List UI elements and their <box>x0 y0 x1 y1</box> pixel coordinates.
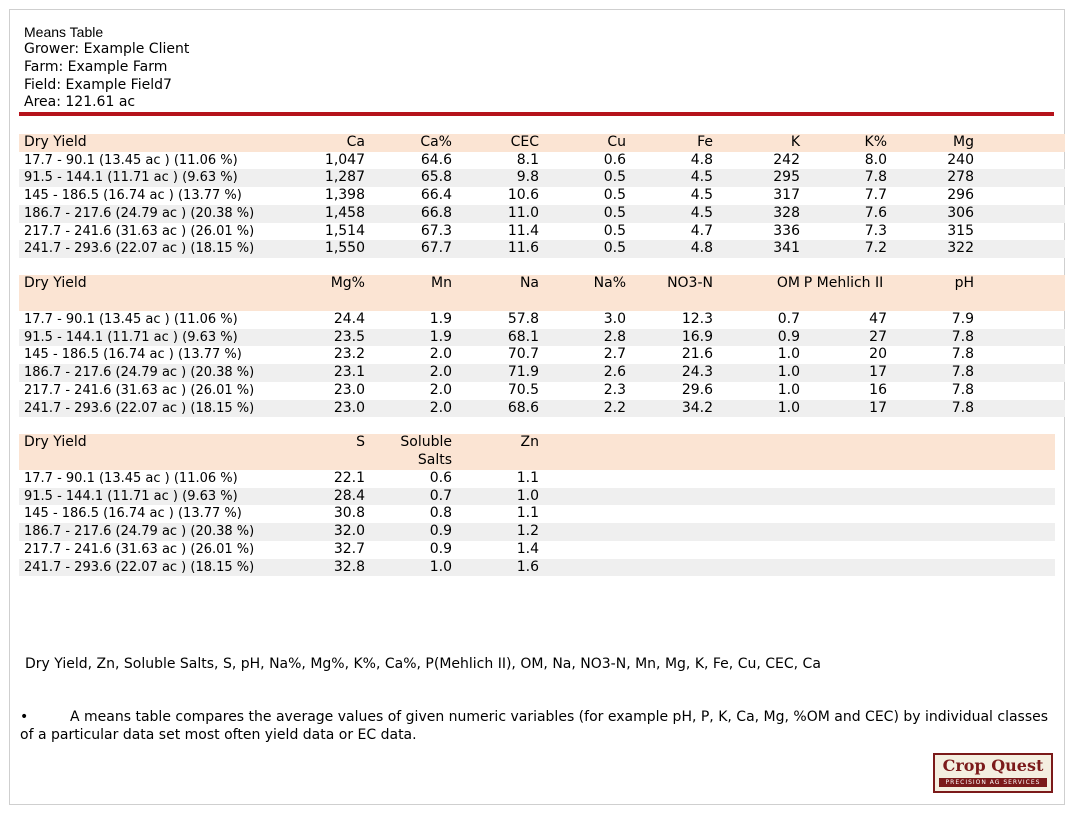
table-cell: 64.6 <box>420 151 452 168</box>
table-filler <box>974 329 1065 347</box>
table-cell: 1,550 <box>289 240 365 258</box>
row-label: 17.7 - 90.1 (13.45 ac ) (11.06 %) <box>24 312 238 327</box>
table-row <box>19 329 1065 347</box>
table-cell: 0.9 <box>365 523 452 541</box>
table-cell: 296 <box>947 187 974 204</box>
column-header: CEC <box>452 134 539 152</box>
table-cell: 4.5 <box>690 187 713 204</box>
table-cell: 0.5 <box>603 187 626 204</box>
table-cell: 2.0 <box>365 364 452 382</box>
means-table-1 <box>19 134 1065 258</box>
column-header: pH <box>887 275 974 311</box>
field-line: Field: Example Field7 <box>24 76 172 93</box>
table-cell: 20 <box>869 346 887 363</box>
table-cell: 1,398 <box>324 187 365 204</box>
table-cell: 32.8 <box>289 559 365 577</box>
row-label: 217.7 - 241.6 (31.63 ac ) (26.01 %) <box>24 541 255 557</box>
table-cell: 71.9 <box>452 364 539 382</box>
table-filler <box>974 223 1065 241</box>
column-header: Soluble Salts <box>365 434 452 470</box>
row-label: 186.7 - 217.6 (24.79 ac ) (20.38 %) <box>19 205 289 223</box>
table-filler <box>974 187 1065 205</box>
means-table-2 <box>19 275 1065 417</box>
table-row <box>19 523 1055 541</box>
logo-tagline: PRECISION AG SERVICES <box>945 779 1041 786</box>
row-label: 241.7 - 293.6 (22.07 ac ) (18.15 %) <box>19 240 289 258</box>
table-cell: 23.5 <box>289 329 365 347</box>
row-label: 186.7 - 217.6 (24.79 ac ) (20.38 %) <box>19 523 289 541</box>
row-label: 241.7 - 293.6 (22.07 ac ) (18.15 %) <box>19 400 289 418</box>
table-header-row <box>19 434 1055 470</box>
table-cell: 0.5 <box>603 222 626 239</box>
table-filler <box>974 205 1065 223</box>
explanation-note <box>20 708 1060 744</box>
table-row <box>19 505 1055 523</box>
table-cell: 1.0 <box>713 400 800 418</box>
column-header: Dry Yield <box>19 434 289 470</box>
table-cell: 11.6 <box>452 240 539 258</box>
table-cell: 34.2 <box>626 400 713 418</box>
row-label: 145 - 186.5 (16.74 ac ) (13.77 %) <box>24 347 242 363</box>
table-row <box>19 187 1065 205</box>
table-cell: 1.0 <box>365 559 452 577</box>
note-text: A means table compares the average values of given numeric variables (for example pH, P, K, Ca, Mg, %OM and CEC) by individual classes of a particular data set most often yield data or EC data. <box>20 709 1049 743</box>
table-cell: 2.0 <box>429 381 452 398</box>
table-cell: 30.8 <box>333 505 365 522</box>
table-row <box>19 169 1065 187</box>
table-filler <box>974 152 1065 170</box>
column-header: Cu <box>539 134 626 152</box>
table-cell: 4.5 <box>626 169 713 187</box>
table-cell: 1.2 <box>452 523 539 541</box>
table-cell: 17 <box>800 400 887 418</box>
table-cell: 0.9 <box>713 329 800 347</box>
table-cell: 7.8 <box>887 364 974 382</box>
table-cell: 1.1 <box>516 470 539 486</box>
table-cell: 1.0 <box>777 381 800 398</box>
row-label: 17.7 - 90.1 (13.45 ac ) (11.06 %) <box>24 471 238 486</box>
table-filler <box>539 541 1055 559</box>
table-row <box>19 382 1065 400</box>
table-filler <box>974 346 1065 364</box>
table-cell: 4.8 <box>626 240 713 258</box>
table-cell: 0.5 <box>539 240 626 258</box>
table-cell: 2.3 <box>603 381 626 398</box>
parameter-list: Dry Yield, Zn, Soluble Salts, S, pH, Na%, Mg%, K%, Ca%, P(Mehlich II), OM, Na, NO3-N, Mn, Mg, K, Fe, Cu, CEC, Ca <box>25 656 821 672</box>
column-header: Mg% <box>289 275 365 311</box>
table-cell: 7.6 <box>800 205 887 223</box>
table-cell: 0.5 <box>539 205 626 223</box>
table-cell: 7.8 <box>887 400 974 418</box>
table-cell: 7.3 <box>864 222 887 239</box>
table-cell: 28.4 <box>289 488 365 506</box>
bullet-icon: • <box>20 709 29 725</box>
column-header: Mg <box>887 134 974 152</box>
table-cell: 3.0 <box>603 311 626 327</box>
table-cell: 328 <box>713 205 800 223</box>
table-header-row <box>19 275 1065 311</box>
table-cell: 0.8 <box>429 505 452 522</box>
table-filler <box>539 505 1055 523</box>
table-cell: 32.7 <box>333 540 365 557</box>
column-header: Ca <box>289 134 365 152</box>
means-table-3 <box>19 434 1055 576</box>
table-cell: 7.8 <box>800 169 887 187</box>
column-header: Dry Yield <box>19 134 289 152</box>
table-row <box>19 364 1065 382</box>
table-cell: 2.7 <box>603 346 626 363</box>
table-cell: 2.6 <box>539 364 626 382</box>
table-cell: 68.1 <box>452 329 539 347</box>
column-header: Ca% <box>365 134 452 152</box>
table-cell: 70.7 <box>507 346 539 363</box>
table-filler <box>539 470 1055 488</box>
table-cell: 1.6 <box>452 559 539 577</box>
table-filler <box>539 434 1055 470</box>
table-cell: 23.2 <box>333 346 365 363</box>
table-cell: 8.1 <box>516 151 539 168</box>
table-cell: 2.0 <box>365 400 452 418</box>
table-filler <box>539 488 1055 506</box>
row-label: 91.5 - 144.1 (11.71 ac ) (9.63 %) <box>19 488 289 506</box>
row-label: 17.7 - 90.1 (13.45 ac ) (11.06 %) <box>24 152 238 168</box>
table-cell: 1,458 <box>289 205 365 223</box>
table-cell: 11.4 <box>507 222 539 239</box>
column-header: K <box>713 134 800 152</box>
table-cell: 16 <box>869 381 887 398</box>
table-cell: 1.0 <box>452 488 539 506</box>
table-filler <box>539 523 1055 541</box>
table-cell: 29.6 <box>681 381 713 398</box>
table-row <box>19 223 1065 241</box>
farm-line: Farm: Example Farm <box>24 58 168 75</box>
report-page <box>9 9 1065 805</box>
table-header-row <box>19 134 1065 152</box>
table-cell: 278 <box>887 169 974 187</box>
table-filler <box>974 400 1065 418</box>
column-header: OM <box>713 275 800 311</box>
report-title: Means Table <box>24 24 104 40</box>
table-cell: 1.9 <box>365 329 452 347</box>
table-cell: 10.6 <box>507 187 539 204</box>
table-cell: 21.6 <box>681 346 713 363</box>
logo-banner <box>939 778 1047 787</box>
table-cell: 66.8 <box>365 205 452 223</box>
table-cell: 317 <box>773 187 800 204</box>
table-filler <box>539 559 1055 577</box>
column-header: Fe <box>626 134 713 152</box>
table-cell: 0.6 <box>429 470 452 486</box>
table-cell: 4.8 <box>690 151 713 168</box>
table-row <box>19 346 1065 364</box>
table-cell: 7.8 <box>951 381 974 398</box>
table-row <box>19 205 1065 223</box>
table-row <box>19 240 1065 258</box>
table-cell: 1.0 <box>713 364 800 382</box>
table-cell: 9.8 <box>452 169 539 187</box>
table-cell: 24.4 <box>333 311 365 327</box>
table-cell: 66.4 <box>420 187 452 204</box>
table-row <box>19 311 1065 329</box>
table-cell: 68.6 <box>452 400 539 418</box>
table-filler <box>974 311 1065 329</box>
table-cell: 16.9 <box>626 329 713 347</box>
table-cell: 4.7 <box>690 222 713 239</box>
logo-name: Crop Quest <box>942 756 1044 775</box>
column-header: Zn <box>452 434 539 470</box>
table-cell: 1,287 <box>289 169 365 187</box>
table-cell: 23.1 <box>289 364 365 382</box>
table-cell: 7.2 <box>800 240 887 258</box>
column-header: Dry Yield <box>19 275 289 311</box>
table-cell: 315 <box>947 222 974 239</box>
column-header: K% <box>800 134 887 152</box>
table-cell: 70.5 <box>507 381 539 398</box>
table-cell: 8.0 <box>864 151 887 168</box>
table-row <box>19 152 1065 170</box>
table-filler <box>974 275 1065 311</box>
table-cell: 322 <box>887 240 974 258</box>
table-cell: 0.7 <box>777 311 800 327</box>
area-line: Area: 121.61 ac <box>24 94 136 111</box>
table-cell: 306 <box>887 205 974 223</box>
table-cell: 1,514 <box>324 222 365 239</box>
table-cell: 4.5 <box>626 205 713 223</box>
table-cell: 27 <box>800 329 887 347</box>
table-cell: 0.6 <box>603 151 626 168</box>
table-cell: 7.9 <box>951 311 974 327</box>
table-cell: 67.7 <box>365 240 452 258</box>
table-row <box>19 470 1055 488</box>
row-label: 91.5 - 144.1 (11.71 ac ) (9.63 %) <box>19 329 289 347</box>
table-cell: 1.4 <box>516 540 539 557</box>
table-filler <box>974 169 1065 187</box>
table-cell: 7.8 <box>951 346 974 363</box>
table-filler <box>974 364 1065 382</box>
table-cell: 1.0 <box>777 346 800 363</box>
table-row <box>19 559 1055 577</box>
table-filler <box>974 134 1065 152</box>
table-cell: 17 <box>800 364 887 382</box>
report-header <box>24 24 189 112</box>
table-cell: 240 <box>947 151 974 168</box>
table-cell: 23.0 <box>333 381 365 398</box>
column-header: P Mehlich II <box>800 275 887 311</box>
table-cell: 67.3 <box>420 222 452 239</box>
table-cell: 0.7 <box>365 488 452 506</box>
table-cell: 0.9 <box>429 540 452 557</box>
table-cell: 295 <box>713 169 800 187</box>
table-cell: 2.8 <box>539 329 626 347</box>
table-row <box>19 488 1055 506</box>
table-row <box>19 541 1055 559</box>
table-cell: 7.7 <box>864 187 887 204</box>
column-header: NO3-N <box>626 275 713 311</box>
column-header: Na% <box>539 275 626 311</box>
table-cell: 1,047 <box>324 151 365 168</box>
header-divider <box>19 112 1054 116</box>
table-cell: 1.1 <box>516 505 539 522</box>
row-label: 145 - 186.5 (16.74 ac ) (13.77 %) <box>24 188 242 204</box>
table-cell: 22.1 <box>333 470 365 486</box>
column-header: S <box>289 434 365 470</box>
table-cell: 47 <box>869 311 887 327</box>
table-cell: 2.2 <box>539 400 626 418</box>
table-filler <box>974 382 1065 400</box>
table-cell: 23.0 <box>289 400 365 418</box>
table-cell: 341 <box>713 240 800 258</box>
row-label: 217.7 - 241.6 (31.63 ac ) (26.01 %) <box>24 223 255 239</box>
table-cell: 242 <box>773 151 800 168</box>
table-cell: 24.3 <box>626 364 713 382</box>
table-cell: 11.0 <box>452 205 539 223</box>
table-cell: 32.0 <box>289 523 365 541</box>
column-header: Na <box>452 275 539 311</box>
table-cell: 57.8 <box>507 311 539 327</box>
table-cell: 12.3 <box>681 311 713 327</box>
row-label: 186.7 - 217.6 (24.79 ac ) (20.38 %) <box>19 364 289 382</box>
table-row <box>19 400 1065 418</box>
table-filler <box>974 240 1065 258</box>
row-label: 91.5 - 144.1 (11.71 ac ) (9.63 %) <box>19 169 289 187</box>
table-cell: 65.8 <box>365 169 452 187</box>
grower-line: Grower: Example Client <box>24 41 190 57</box>
table-cell: 0.5 <box>539 169 626 187</box>
row-label: 241.7 - 293.6 (22.07 ac ) (18.15 %) <box>19 559 289 577</box>
table-cell: 336 <box>773 222 800 239</box>
column-header: Mn <box>365 275 452 311</box>
row-label: 217.7 - 241.6 (31.63 ac ) (26.01 %) <box>24 382 255 398</box>
row-label: 145 - 186.5 (16.74 ac ) (13.77 %) <box>24 506 242 522</box>
table-cell: 2.0 <box>429 346 452 363</box>
table-cell: 7.8 <box>887 329 974 347</box>
table-cell: 1.9 <box>429 311 452 327</box>
crop-quest-logo <box>933 753 1053 793</box>
